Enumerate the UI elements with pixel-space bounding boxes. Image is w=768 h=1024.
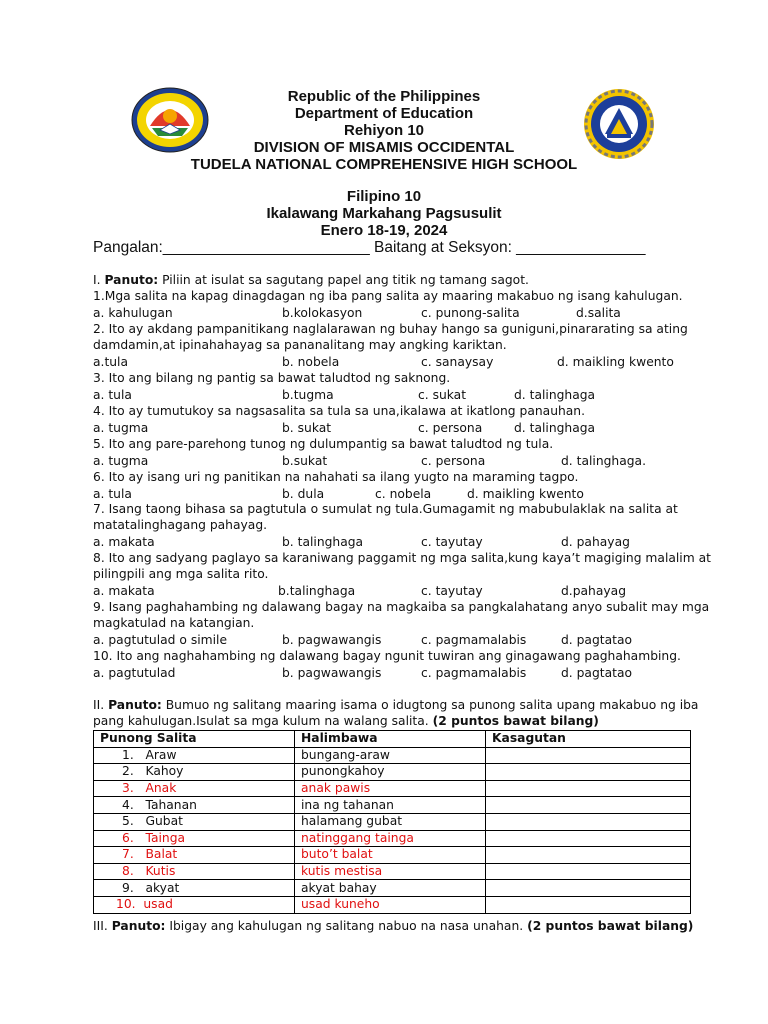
header-region: Rehiyon 10	[343, 122, 425, 139]
example-cell: bungang-araw	[295, 747, 486, 764]
exam-title: Ikalawang Markahang Pagsusulit	[266, 205, 502, 222]
answer-cell[interactable]	[486, 830, 691, 847]
root-word-cell: 3. Anak	[94, 780, 295, 797]
root-word-cell: 7. Balat	[94, 847, 295, 864]
q9-option-b: b. pagwawangis	[282, 633, 382, 647]
q2-option-a: a.tula	[93, 355, 129, 369]
q5-option-a: a. tugma	[93, 454, 149, 468]
part3-instruction: III. Panuto: Ibigay ang kahulugan ng salitang nabuo na nasa unahan. (2 puntos bawat bilang)	[93, 919, 694, 933]
table-row	[94, 780, 691, 797]
table-header-row	[94, 731, 691, 748]
q8-option-d: d.pahayag	[561, 584, 627, 598]
example-cell: ina ng tahanan	[295, 797, 486, 814]
q6-option-b: b. dula	[282, 487, 325, 501]
q9-option-a: a. pagtutulad o simile	[93, 633, 228, 647]
root-word-cell: 4. Tahanan	[94, 797, 295, 814]
q9-option-c: c. pagmamalabis	[421, 633, 527, 647]
part2-instruction-line1: II. Panuto: Bumuo ng salitang maaring isama o idugtong sa punong salita upang makabuo ng iba	[93, 698, 699, 712]
example-cell: anak pawis	[295, 780, 486, 797]
q5-option-b: b.sukat	[282, 454, 328, 468]
table-row	[94, 847, 691, 864]
answer-cell[interactable]	[486, 863, 691, 880]
q3-option-c: c. sukat	[418, 388, 467, 402]
q4-option-d: d. talinghaga	[514, 421, 596, 435]
header-republic: Republic of the Philippines	[287, 88, 481, 105]
question-6: 6. Ito ay isang uri ng panitikan na nahahati sa ilang yugto na maraming tagpo.	[93, 470, 579, 484]
q6-option-d: d. maikling kwento	[467, 487, 584, 501]
q8-option-b: b.talinghaga	[278, 584, 356, 598]
answer-cell[interactable]	[486, 880, 691, 897]
table-row	[94, 797, 691, 814]
question-3: 3. Ito ang bilang ng pantig sa bawat taludtod ng saknong.	[93, 371, 451, 385]
table-row	[94, 896, 691, 913]
question-8-line1: 8. Ito ang sadyang paglayo sa karaniwang paggamit ng mga salita,kung kaya’t magiging malalim at	[93, 551, 711, 565]
example-cell: buto’t balat	[295, 847, 486, 864]
q3-option-a: a. tula	[93, 388, 132, 402]
question-9-line1: 9. Isang paghahambing ng dalawang bagay na magkaiba sa pangkalahatang anyo subalit may mga	[93, 600, 710, 614]
question-2-line2: damdamin,at ipinahahayag sa pananalitang may angking kariktan.	[93, 338, 507, 352]
header-school: TUDELA NATIONAL COMPREHENSIVE HIGH SCHOOL	[190, 156, 578, 173]
q10-option-b: b. pagwawangis	[282, 666, 382, 680]
q5-option-d: d. talinghaga.	[561, 454, 646, 468]
answer-cell[interactable]	[486, 896, 691, 913]
word-table	[93, 730, 691, 914]
exam-date: Enero 18-19, 2024	[320, 222, 448, 239]
question-7-line2: matatalinghagang pahayag.	[93, 518, 268, 532]
name-section-line: Pangalan:________________________ Baitang at Seksyon: _______________	[93, 239, 646, 256]
header-division: DIVISION OF MISAMIS OCCIDENTAL	[253, 139, 515, 156]
part1-instruction: I. Panuto: Piliin at isulat sa sagutang papel ang titik ng tamang sagot.	[93, 273, 529, 287]
root-word-cell: 10. usad	[94, 896, 295, 913]
q10-option-d: d. pagtatao	[561, 666, 633, 680]
example-cell: punongkahoy	[295, 764, 486, 781]
table-row	[94, 863, 691, 880]
example-cell: akyat bahay	[295, 880, 486, 897]
q6-option-a: a. tula	[93, 487, 132, 501]
q4-option-b: b. sukat	[282, 421, 332, 435]
table-row	[94, 764, 691, 781]
q9-option-d: d. pagtatao	[561, 633, 633, 647]
question-4: 4. Ito ay tumutukoy sa nagsasalita sa tula sa una,ikalawa at ikatlong panauhan.	[93, 404, 586, 418]
q6-option-c: c. nobela	[375, 487, 432, 501]
question-7-line1: 7. Isang taong bihasa sa pagtutula o sumulat ng tula.Gumagamit ng mabubulaklak na salita at	[93, 502, 678, 516]
col-header-kasagutan: Kasagutan	[486, 731, 691, 748]
example-cell: halamang gubat	[295, 813, 486, 830]
table-row	[94, 880, 691, 897]
q7-option-a: a. makata	[93, 535, 155, 549]
q4-option-a: a. tugma	[93, 421, 149, 435]
table-row	[94, 813, 691, 830]
question-1: 1.Mga salita na kapag dinagdagan ng iba pang salita ay maaring makabuo ng isang kahulugan.	[93, 289, 683, 303]
q2-option-c: c. sanaysay	[421, 355, 494, 369]
table-row	[94, 830, 691, 847]
q2-option-b: b. nobela	[282, 355, 340, 369]
q4-option-c: c. persona	[418, 421, 483, 435]
answer-cell[interactable]	[486, 747, 691, 764]
q1-option-a: a. kahulugan	[93, 306, 173, 320]
answer-cell[interactable]	[486, 813, 691, 830]
header-department: Department of Education	[294, 105, 474, 122]
q3-option-d: d. talinghaga	[514, 388, 596, 402]
q2-option-d: d. maikling kwento	[557, 355, 674, 369]
q5-option-c: c. persona	[421, 454, 486, 468]
q10-option-a: a. pagtutulad	[93, 666, 176, 680]
root-word-cell: 6. Tainga	[94, 830, 295, 847]
q7-option-c: c. tayutay	[421, 535, 483, 549]
root-word-cell: 8. Kutis	[94, 863, 295, 880]
q3-option-b: b.tugma	[282, 388, 334, 402]
answer-cell[interactable]	[486, 847, 691, 864]
question-10: 10. Ito ang naghahambing ng dalawang bagay ngunit tuwiran ang ginagawang paghahambing.	[93, 649, 681, 663]
col-header-punong-salita: Punong Salita	[94, 731, 295, 748]
exam-subject: Filipino 10	[346, 188, 422, 205]
col-header-halimbawa: Halimbawa	[295, 731, 486, 748]
root-word-cell: 2. Kahoy	[94, 764, 295, 781]
answer-cell[interactable]	[486, 797, 691, 814]
q10-option-c: c. pagmamalabis	[421, 666, 527, 680]
answer-cell[interactable]	[486, 780, 691, 797]
example-cell: kutis mestisa	[295, 863, 486, 880]
q8-option-c: c. tayutay	[421, 584, 483, 598]
table-row	[94, 747, 691, 764]
example-cell: usad kuneho	[295, 896, 486, 913]
q1-option-c: c. punong-salita	[421, 306, 520, 320]
q7-option-b: b. talinghaga	[282, 535, 364, 549]
root-word-cell: 1. Araw	[94, 747, 295, 764]
question-5: 5. Ito ang pare-parehong tunog ng dulumpantig sa bawat taludtod ng tula.	[93, 437, 554, 451]
answer-cell[interactable]	[486, 764, 691, 781]
question-8-line2: pilingpili ang mga salita rito.	[93, 567, 269, 581]
root-word-cell: 9. akyat	[94, 880, 295, 897]
q7-option-d: d. pahayag	[561, 535, 630, 549]
q8-option-a: a. makata	[93, 584, 155, 598]
example-cell: natinggang tainga	[295, 830, 486, 847]
q1-option-b: b.kolokasyon	[282, 306, 363, 320]
question-2-line1: 2. Ito ay akdang pampanitikang naglalarawan ng buhay hango sa guniguni,pinararating sa ating	[93, 322, 688, 336]
root-word-cell: 5. Gubat	[94, 813, 295, 830]
question-9-line2: magkatulad na katangian.	[93, 616, 255, 630]
q1-option-d: d.salita	[576, 306, 621, 320]
part2-instruction-line2: pang kahulugan.Isulat sa mga kulum na walang salita. (2 puntos bawat bilang)	[93, 714, 599, 728]
